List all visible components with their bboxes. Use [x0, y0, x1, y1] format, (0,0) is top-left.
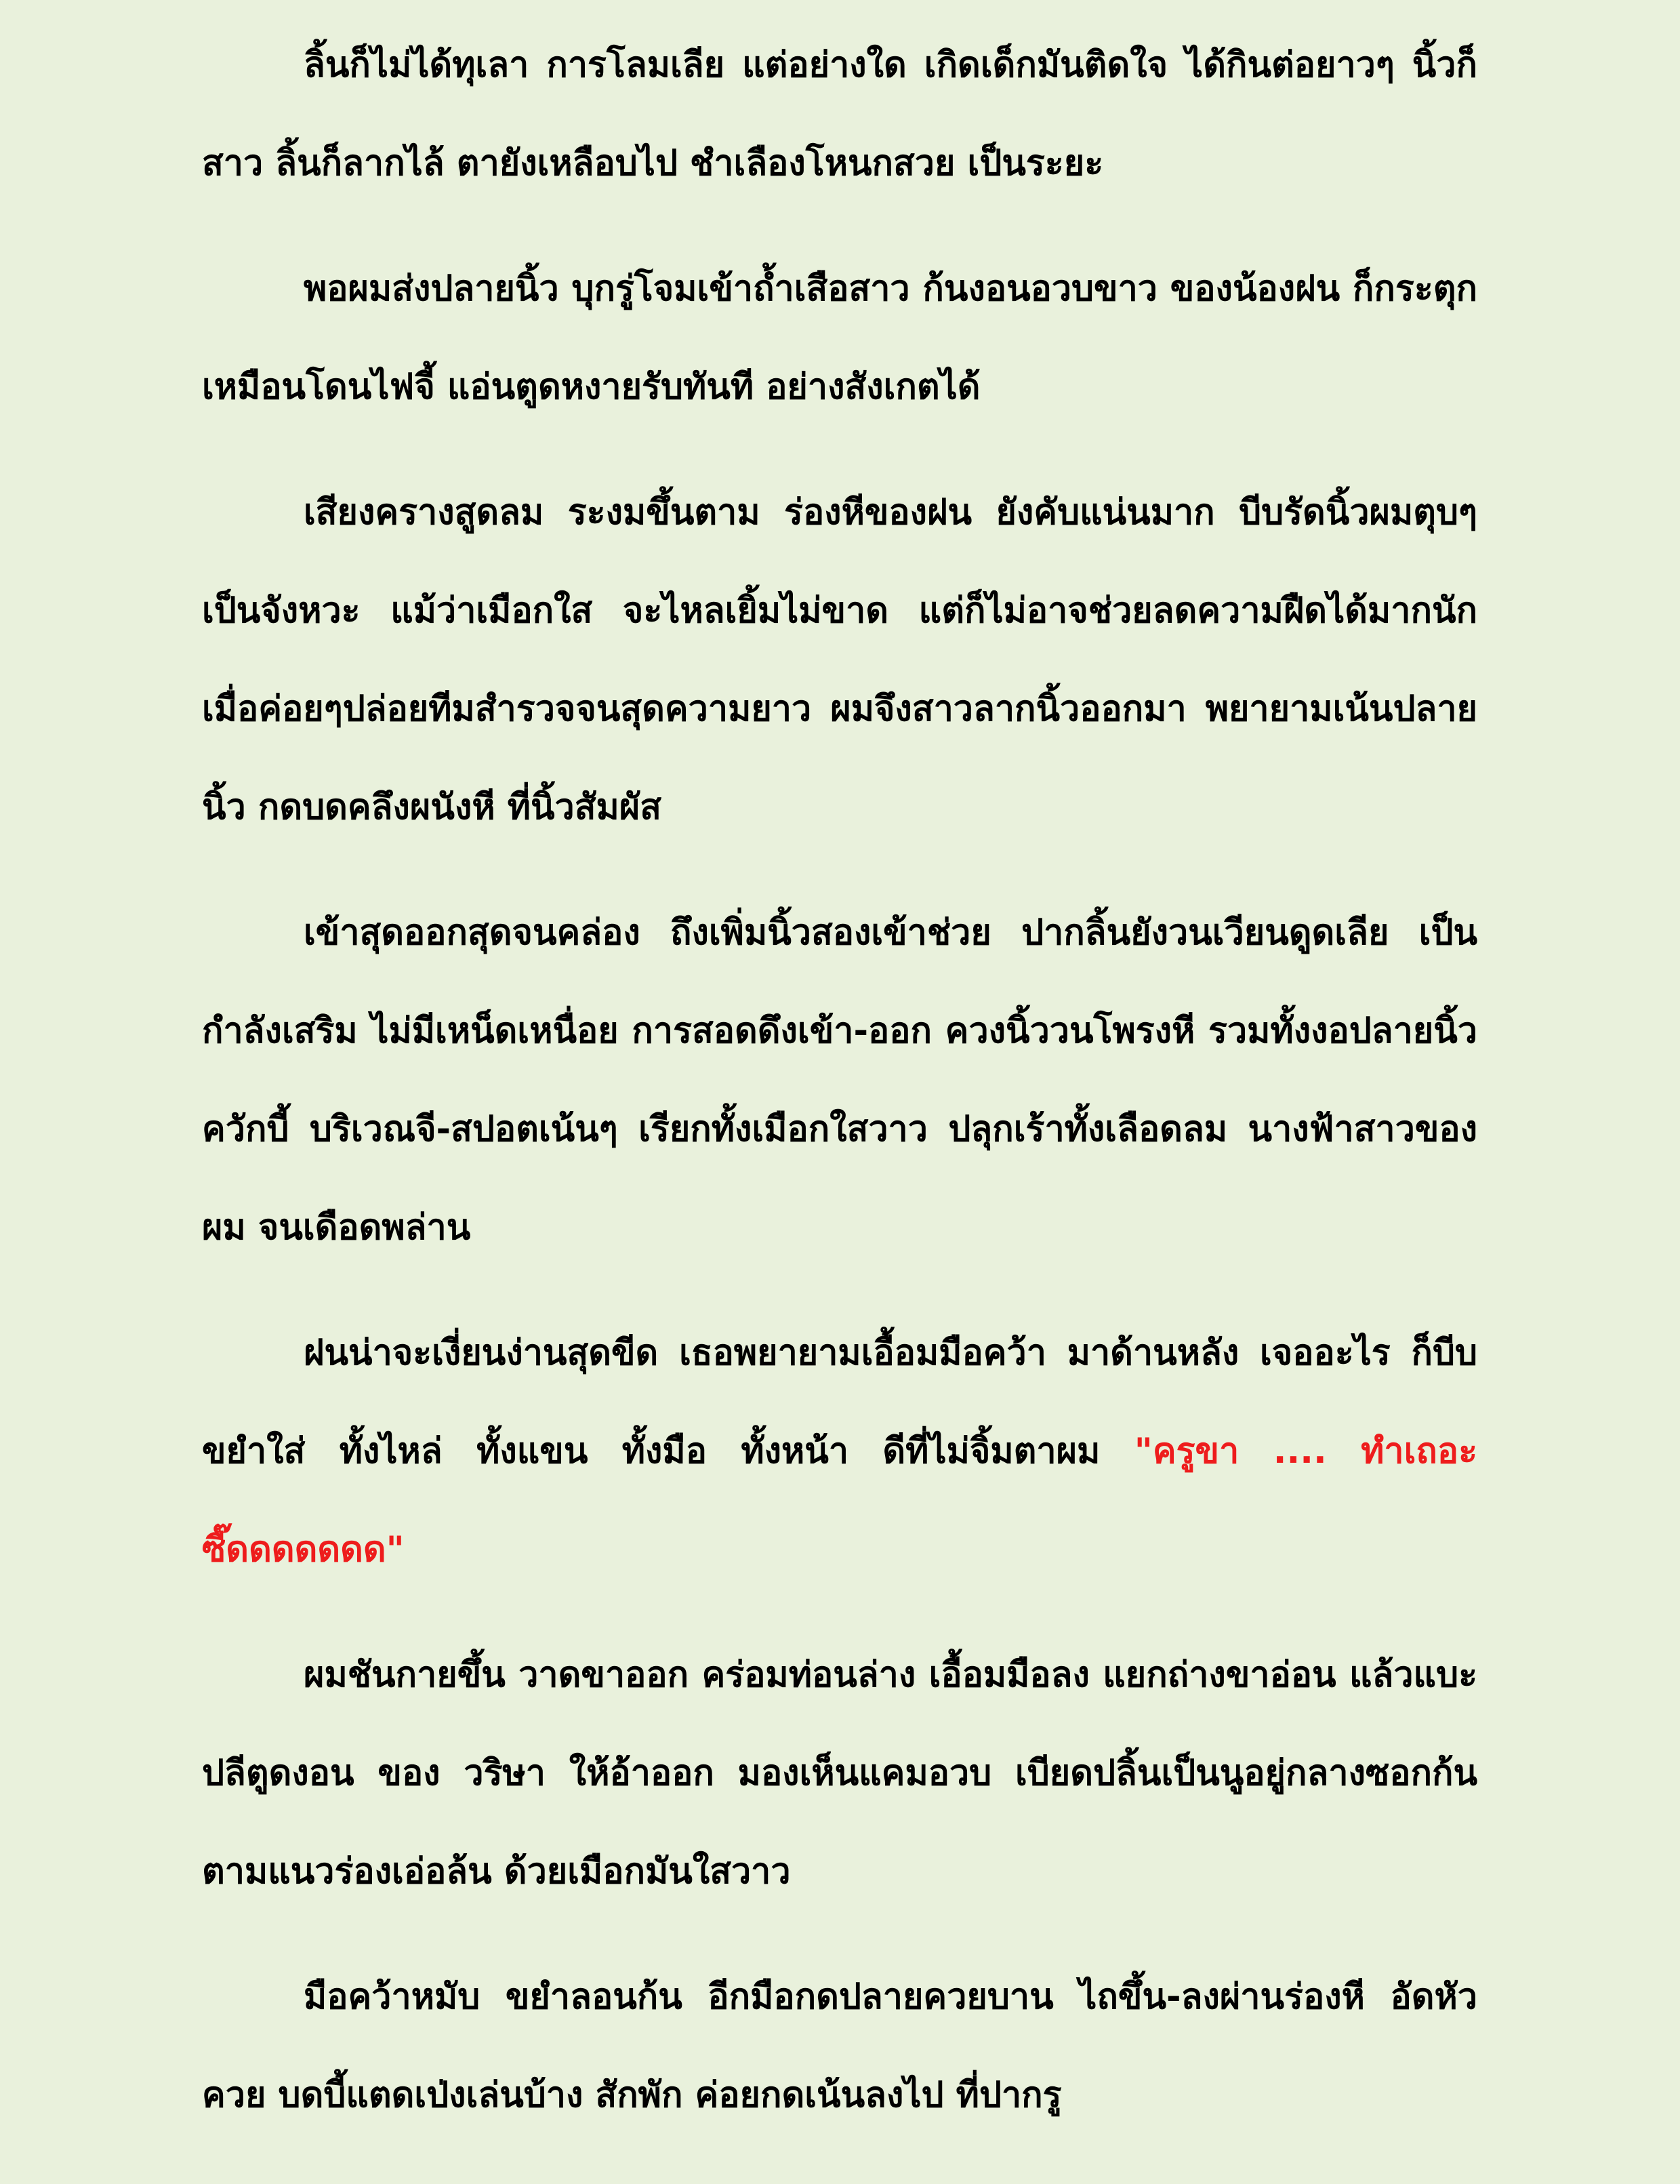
paragraph-5	[202, 1304, 1477, 1599]
paragraph-6	[202, 1626, 1477, 1921]
paragraph-3	[202, 464, 1477, 857]
paragraph-5-text: ฝนน่าจะเงี่ยนง่านสุดขีด เธอพยายามเอื้อมมือคว้า มาด้านหลัง เจออะไร ก็บีบขยำใส่ ทั้งไหล่ ทั้งแขน ทั้งมือ ทั้งหน้า ดีที่ไม่จิ้มตาผม	[202, 1333, 1477, 1472]
paragraph-6-text: ผมชันกายขึ้น วาดขาออก คร่อมท่อนล่าง เอื้อมมือลง แยกถ่างขาอ่อน แล้วแบะปลีตูดงอน ของ วริษา ให้อ้าออก มองเห็นแคมอวบ เบียดปลิ้นเป็นนูอยู่กลางซอกก้น ตามแนวร่องเอ่อล้น ด้วยเมือกมันใสวาว	[202, 1655, 1478, 1892]
paragraph-2-text: พอผมส่งปลายนิ้ว บุกรู่โจมเข้าถ้ำเสือสาว ก้นงอนอวบขาว ของน้องฝน ก็กระตุกเหมือนโดนไฟจี้ แอ่นตูดหงายรับทันที อย่างสังเกตได้	[202, 268, 1477, 407]
paragraph-7-text: มือคว้าหมับ ขยำลอนก้น อีกมือกดปลายควยบาน ไถขึ้น-ลงผ่านร่องหี อัดหัวควย บดบี้แตดเป่งเล่นบ้าง สักพัก ค่อยกดเน้นลงไป ที่ปากรู	[202, 1977, 1477, 2116]
paragraph-3-text: เสียงครางสูดลม ระงมขึ้นตาม ร่องหีของฝน ยังคับแน่นมาก บีบรัดนิ้วผมตุบๆเป็นจังหวะ แม้ว่าเมือกใส จะไหลเยิ้มไม่ขาด แต่ก็ไม่อาจช่วยลดความฝืดได้มากนัก เมื่อค่อยๆปล่อยทีมสำรวจจนสุดความยาว ผมจึงสาวลากนิ้วออกมา พยายามเน้นปลายนิ้ว กดบดคลึงผนังหี ที่นิ้วสัมผัส	[202, 492, 1477, 828]
document-page	[202, 16, 1477, 2172]
paragraph-5-dialogue: "ครูขา .... ทำเถอะ ซี๊ดดดดดดด"	[202, 1431, 1477, 1570]
paragraph-1-text: ลิ้นก็ไม่ได้ทุเลา การโลมเลีย แต่อย่างใด เกิดเด็กมันติดใจ ได้กินต่อยาวๆ นิ้วก็สาว ลิ้นก็ลากไล้ ตายังเหลือบไป ชำเลืองโหนกสวย เป็นระยะ	[202, 45, 1477, 184]
paragraph-1	[202, 16, 1477, 213]
paragraph-4-text: เข้าสุดออกสุดจนคล่อง ถึงเพิ่มนิ้วสองเข้าช่วย ปากลิ้นยังวนเวียนดูดเลีย เป็นกำลังเสริม ไม่มีเหน็ดเหนื่อย การสอดดึงเข้า-ออก ควงนิ้ววนโพรงหี รวมทั้งงอปลายนิ้วควักบี้ บริเวณจี-สปอตเน้นๆ เรียกทั้งเมือกใสวาว ปลุกเร้าทั้งเลือดลม นางฟ้าสาวของผม จนเดือดพล่าน	[202, 912, 1477, 1248]
paragraph-7	[202, 1948, 1477, 2145]
paragraph-4	[202, 884, 1477, 1277]
paragraph-2	[202, 240, 1477, 437]
